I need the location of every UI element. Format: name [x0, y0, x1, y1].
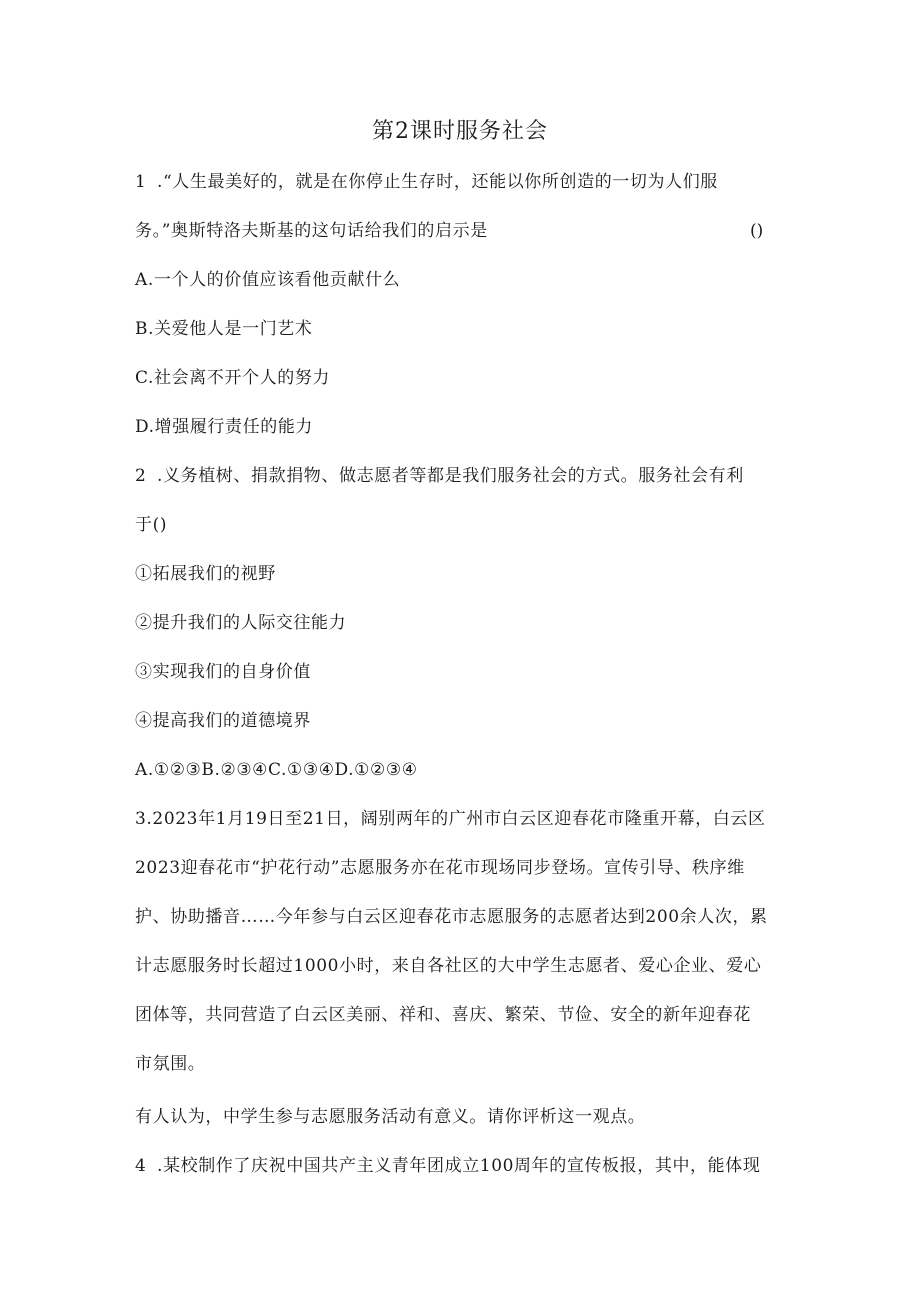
question-2-item-2: ②提升我们的人际交往能力 — [135, 613, 347, 633]
question-2-text: .义务植树、捐款捐物、做志愿者等都是我们服务社会的方式。服务社会有利 — [157, 466, 744, 486]
question-3-line-1: 3.2023年1月19日至21日，阔别两年的广州市白云区迎春花市隆重开幕，白云区 — [135, 809, 766, 829]
question-1-number: 1 — [135, 172, 147, 192]
question-3-line-3: 护、协助播音……今年参与白云区迎春花市志愿服务的志愿者达到200余人次，累 — [135, 907, 768, 927]
question-3-line-6: 市氛围。 — [135, 1054, 206, 1074]
question-1-option-d: D.增强履行责任的能力 — [135, 417, 314, 437]
question-4-text: .某校制作了庆祝中国共产主义青年团成立100周年的宣传板报，其中，能体现 — [157, 1156, 761, 1176]
question-1-line-1 — [135, 170, 795, 194]
question-2-line-1 — [135, 464, 795, 488]
question-1-option-a: A.一个人的价值应该看他贡献什么 — [135, 270, 401, 290]
question-2-item-3: ③实现我们的自身价值 — [135, 662, 311, 682]
page-title: 第2课时服务社会 — [372, 119, 548, 144]
question-2-answer-options: A.①②③B.②③④C.①③④D.①②③④ — [135, 760, 418, 780]
question-2-number: 2 — [135, 466, 147, 486]
question-1-option-b: B.关爱他人是一门艺术 — [135, 319, 313, 339]
question-3-line-5: 团体等，共同营造了白云区美丽、祥和、喜庆、繁荣、节俭、安全的新年迎春花 — [135, 1005, 751, 1025]
question-1-answer-blank: () — [750, 221, 764, 241]
question-3-line-2: 2023迎春花市“护花行动”志愿服务亦在花市现场同步登场。宣传引导、秩序维 — [135, 858, 745, 878]
question-3-prompt: 有人认为，中学生参与志愿服务活动有意义。请你评析这一观点。 — [135, 1107, 646, 1127]
question-1-option-c: C.社会离不开个人的努力 — [135, 368, 331, 388]
question-1-line-2: 务。”奥斯特洛夫斯基的这句话给我们的启示是 — [135, 221, 488, 241]
question-2-line-2: 于() — [135, 515, 168, 535]
question-2-item-4: ④提高我们的道德境界 — [135, 711, 311, 731]
question-2-item-1: ①拓展我们的视野 — [135, 564, 276, 584]
question-3-line-4: 计志愿服务时长超过1000小时，来自各社区的大中学生志愿者、爱心企业、爱心 — [135, 956, 762, 976]
question-4-line-1 — [135, 1154, 795, 1178]
question-1-text: .“人生最美好的，就是在你停止生存时，还能以你所创造的一切为人们服 — [157, 172, 718, 192]
question-4-number: 4 — [135, 1156, 147, 1176]
